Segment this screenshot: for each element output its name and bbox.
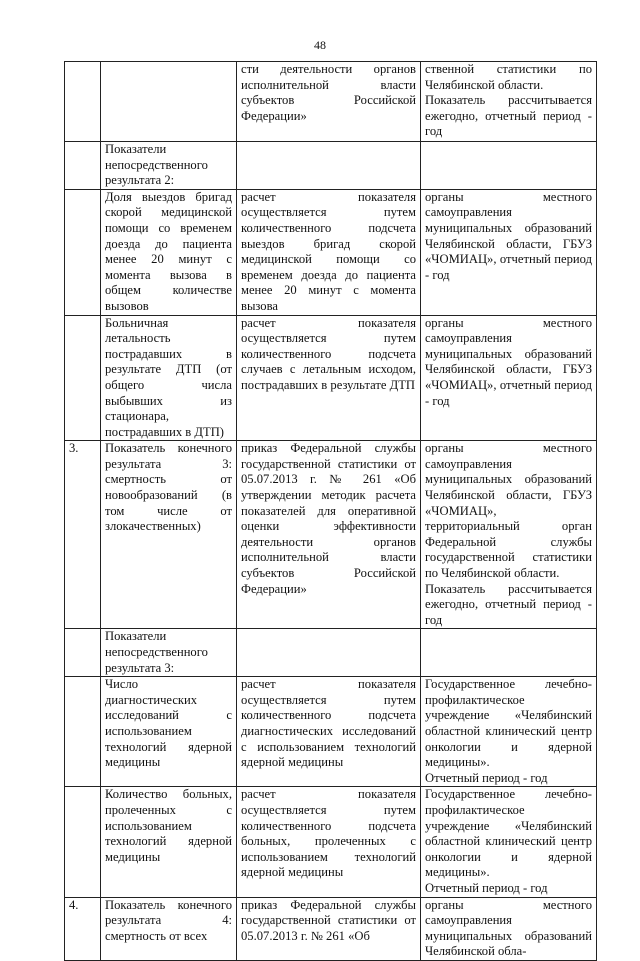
source-cell — [421, 142, 597, 190]
method-cell: сти деятельности органов исполнительной власти субъектов Российской Федерации» — [237, 62, 421, 142]
method-cell: расчет показателя осуществляется путем количественного подсчета случаев с летальным исходом, пострадавших в результате ДТП — [237, 315, 421, 441]
source-text: Государственное лечебно-профилактическое учреждение «Челябинский областной клинический центр онкологии и ядерной медицины». — [425, 677, 592, 770]
indicator-cell — [101, 62, 237, 142]
table-row — [65, 62, 597, 142]
row-number-cell — [65, 677, 101, 787]
indicator-cell: Больничная летальность пострадавших в результате ДТП (от общего числа выбывших из стационара, пострадавших в ДТП) — [101, 315, 237, 441]
row-number-cell — [65, 787, 101, 897]
source-cell — [421, 441, 597, 629]
indicator-cell: Число диагностических исследований с использованием технологий ядерной медицины — [101, 677, 237, 787]
method-cell: расчет показателя осуществляется путем количественного подсчета выездов бригад скорой медицинской помощи со временем доезда до пациента менее 20 минут с момента вызова — [237, 189, 421, 315]
indicators-table — [64, 61, 597, 961]
row-number-cell — [65, 62, 101, 142]
page-number: 48 — [314, 38, 326, 52]
table-row — [65, 897, 597, 960]
source-note: Отчетный период - год — [425, 880, 548, 895]
source-cell — [421, 62, 597, 142]
method-cell: приказ Федеральной службы государственной статистики от 05.07.2013 г. № 261 «Об — [237, 897, 421, 960]
row-number-cell: 3. — [65, 441, 101, 629]
indicator-cell: Показатели непосредственного результата 3: — [101, 629, 237, 677]
source-cell: органы местного самоуправления муниципальных образований Челябинской области, ГБУЗ «ЧОМИАЦ», отчетный период - год — [421, 189, 597, 315]
method-cell: приказ Федеральной службы государственной статистики от 05.07.2013 г. № 261 «Об утверждении методик расчета показателей для оперативной оценки эффективности деятельности органов исполнительной власти субъектов Российской Федерации» — [237, 441, 421, 629]
table-row — [65, 629, 597, 677]
source-note: Показатель рассчитывается ежегодно, отчетный период - год — [425, 93, 592, 139]
source-text: Государственное лечебно-профилактическое учреждение «Челябинский областной клинический центр онкологии и ядерной медицины». — [425, 787, 592, 880]
row-number-cell — [65, 315, 101, 441]
method-cell — [237, 142, 421, 190]
source-text: органы местного самоуправления муниципальных образований Челябинской области, ГБУЗ «ЧОМИАЦ», территориальный орган Федеральной службы государственной статистики по Челябинской области. — [425, 441, 592, 581]
source-note: Показатель рассчитывается ежегодно, отчетный период - год — [425, 581, 592, 627]
source-cell — [421, 787, 597, 897]
source-cell — [421, 677, 597, 787]
source-cell — [421, 629, 597, 677]
row-number-cell — [65, 142, 101, 190]
source-cell: органы местного самоуправления муниципальных образований Челябинской обла- — [421, 897, 597, 960]
indicator-cell: Доля выездов бригад скорой медицинской помощи со временем доезда до пациента менее 20 минут с момента вызова в общем количестве вызовов — [101, 189, 237, 315]
table-row — [65, 142, 597, 190]
table-row — [65, 787, 597, 897]
table-row — [65, 189, 597, 315]
indicator-cell: Показатели непосредственного результата 2: — [101, 142, 237, 190]
method-cell — [237, 629, 421, 677]
indicator-cell: Показатель конечного результата 3: смертность от новообразований (в том числе от злокачественных) — [101, 441, 237, 629]
method-cell: расчет показателя осуществляется путем количественного подсчета больных, пролеченных с использованием технологий ядерной медицины — [237, 787, 421, 897]
indicator-cell: Показатель конечного результата 4: смертность от всех — [101, 897, 237, 960]
source-text: ственной статистики по Челябинской области. — [425, 62, 592, 92]
row-number-cell — [65, 629, 101, 677]
source-note: Отчетный период - год — [425, 770, 548, 785]
row-number-cell: 4. — [65, 897, 101, 960]
table-row — [65, 677, 597, 787]
row-number-cell — [65, 189, 101, 315]
table-row — [65, 315, 597, 441]
source-cell: органы местного самоуправления муниципальных образований Челябинской области, ГБУЗ «ЧОМИАЦ», отчетный период - год — [421, 315, 597, 441]
indicator-cell: Количество больных, пролеченных с использованием технологий ядерной медицины — [101, 787, 237, 897]
table-row — [65, 441, 597, 629]
method-cell: расчет показателя осуществляется путем количественного подсчета диагностических исследований с использованием технологий ядерной медицины — [237, 677, 421, 787]
